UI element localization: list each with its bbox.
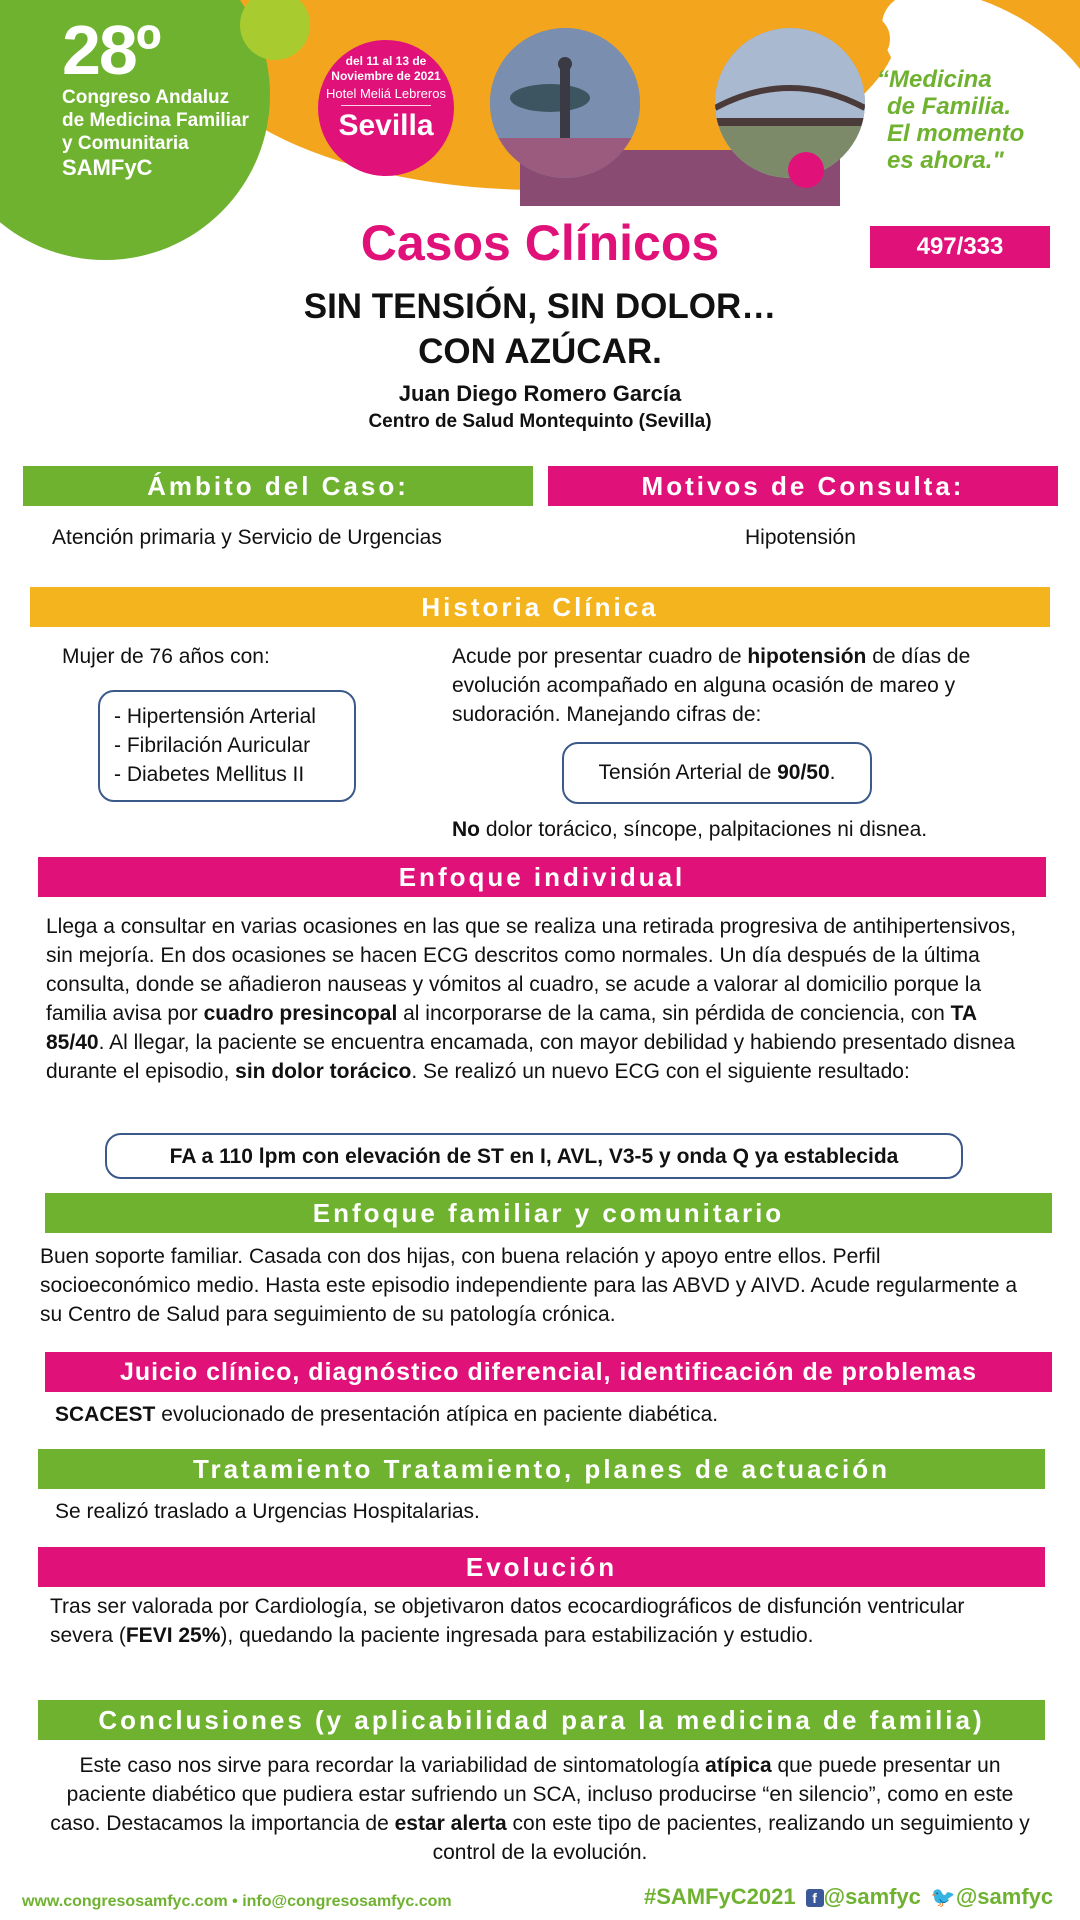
date-badge bbox=[318, 40, 454, 176]
case-title-line-1: SIN TENSIÓN, SIN DOLOR… bbox=[303, 287, 777, 326]
bold-run: estar alerta bbox=[394, 1812, 507, 1835]
bold-run: atípica bbox=[705, 1754, 772, 1777]
condition-item: - Fibrilación Auricular bbox=[114, 734, 311, 757]
slogan-line-4: es ahora." bbox=[887, 147, 1004, 174]
giraldillo-illustration bbox=[490, 28, 640, 178]
bridge-illustration bbox=[715, 28, 865, 178]
date-separator bbox=[341, 105, 431, 106]
venue: Hotel Meliá Lebreros bbox=[326, 86, 446, 101]
condition-item: - Hipertensión Arterial bbox=[114, 705, 316, 728]
background-conditions-box bbox=[98, 690, 356, 802]
twitter-icon: 🐦 bbox=[930, 1887, 956, 1909]
congress-line-2: de Medicina Familiar bbox=[62, 110, 249, 131]
congress-number: 28º bbox=[62, 11, 160, 89]
tratamiento-text: Se realizó traslado a Urgencias Hospitalarias. bbox=[55, 1500, 480, 1523]
enfoque-individual-text bbox=[46, 912, 1036, 1086]
footer-dot: • bbox=[227, 1893, 243, 1910]
conclusiones-header: Conclusiones (y aplicabilidad para la medicina de familia) bbox=[38, 1700, 1045, 1740]
negatives-bold: No bbox=[452, 818, 480, 841]
text-run: Este caso nos sirve para recordar la variabilidad de sintomatología bbox=[79, 1754, 706, 1777]
ta-label: Tensión Arterial de bbox=[598, 761, 778, 784]
email-link[interactable]: info@congresosamfyc.com bbox=[242, 1893, 452, 1910]
ambito-text: Atención primaria y Servicio de Urgencias bbox=[52, 526, 442, 549]
text-run: con este tipo de pacientes, realizando un seguimiento y control de la evolución. bbox=[432, 1812, 1030, 1864]
historia-presentation bbox=[452, 642, 1042, 729]
case-title bbox=[0, 284, 1080, 374]
enfoque-familiar-text: Buen soporte familiar. Casada con dos hijas, con buena relación y apoyo entre ellos. Perfil socioeconómico medio. Hasta este episodio independiente para las ABVD y AIVD. Acude regularmente a su Centro de Salud para seguimiento de su patología crónica. bbox=[40, 1245, 1018, 1326]
enfoque-familiar-header: Enfoque familiar y comunitario bbox=[45, 1193, 1052, 1233]
congress-brand: SAMFyC bbox=[62, 155, 153, 180]
ecg-result-box: FA a 110 lpm con elevación de ST en I, AVL, V3-5 y onda Q ya establecida bbox=[105, 1133, 963, 1179]
header-pink-dot bbox=[788, 152, 824, 188]
congress-line-3: y Comunitaria bbox=[62, 133, 189, 154]
date-line-2: Noviembre de 2021 bbox=[331, 69, 441, 83]
condition-item: - Diabetes Mellitus II bbox=[114, 763, 305, 786]
case-id-badge: 497/333 bbox=[870, 226, 1050, 268]
historia-intro: Mujer de 76 años con: bbox=[62, 645, 270, 668]
ta-value: 90/50 bbox=[777, 761, 830, 784]
slogan-line-2: de Familia. bbox=[887, 93, 1012, 120]
congress-logo bbox=[62, 11, 249, 181]
tratamiento-header: Tratamiento Tratamiento, planes de actuación bbox=[38, 1449, 1045, 1489]
slogan-line-3: El momento bbox=[887, 120, 1025, 147]
evolucion-text bbox=[50, 1592, 1030, 1650]
historia-negatives bbox=[452, 815, 927, 844]
city: Sevilla bbox=[338, 109, 434, 142]
diagnosis-text: evolucionado de presentación atípica en paciente diabética. bbox=[155, 1403, 719, 1426]
slogan bbox=[877, 66, 1024, 174]
twitter-handle[interactable]: @samfyc bbox=[955, 1884, 1054, 1909]
ta-end: . bbox=[829, 761, 836, 784]
juicio-header: Juicio clínico, diagnóstico diferencial, identificación de problemas bbox=[45, 1352, 1052, 1392]
ambito-header: Ámbito del Caso: bbox=[23, 466, 533, 506]
date-line-1: del 11 al 13 de bbox=[345, 54, 427, 68]
hashtag: #SAMFyC2021 bbox=[644, 1884, 796, 1909]
historia-text: de días de evolución acompañado en alguna ocasión de mareo y sudoración. Manejando cifras de: bbox=[452, 645, 971, 726]
text-run: . Al llegar, la paciente se encuentra encamada, con mayor debilidad y habiendo presentado disnea durante el episodio, bbox=[46, 1031, 1016, 1083]
case-title-line-2: CON AZÚCAR. bbox=[418, 332, 662, 371]
text-run: ), quedando la paciente ingresada para estabilización y estudio. bbox=[220, 1624, 814, 1647]
triana-bridge-photo bbox=[715, 28, 865, 178]
historia-header: Historia Clínica bbox=[30, 587, 1050, 627]
text-run: al incorporarse de la cama, sin pérdida de conciencia, con bbox=[397, 1002, 951, 1025]
footer-contact bbox=[22, 1893, 452, 1911]
motivos-text: Hipotensión bbox=[745, 526, 856, 549]
facebook-icon: f bbox=[806, 1889, 824, 1907]
author: Juan Diego Romero García bbox=[398, 381, 682, 406]
text-run: . Se realizó un nuevo ECG con el siguiente resultado: bbox=[411, 1060, 910, 1083]
bold-run: FEVI 25% bbox=[125, 1624, 221, 1647]
giraldillo-photo bbox=[490, 28, 640, 178]
bold-run: sin dolor torácico bbox=[235, 1060, 412, 1083]
juicio-text bbox=[55, 1400, 718, 1429]
congress-line-1: Congreso Andaluz bbox=[62, 87, 230, 108]
text-run: Llega a consultar en varias ocasiones en las que se realiza una retirada progresiva de antihipertensivos, sin mejoría. En dos ocasiones se hacen ECG descritos como normales. Un día después de la última consulta, donde se añadieron nauseas y vómitos al cuadro, se acude a valorar al domicilio porque la familia avisa por bbox=[46, 915, 1017, 1025]
page-title: Casos Clínicos bbox=[360, 215, 720, 271]
diagnosis-bold: SCACEST bbox=[55, 1403, 156, 1426]
evolucion-header: Evolución bbox=[38, 1547, 1045, 1587]
historia-text: Acude por presentar cuadro de bbox=[452, 645, 748, 668]
text-run: que puede presentar un paciente diabético que pudiera estar sufriendo un SCA, incluso producirse “en silencio”, como en este caso. Destacamos la importancia de bbox=[50, 1754, 1014, 1835]
enfoque-individual-header: Enfoque individual bbox=[38, 857, 1046, 897]
blood-pressure-box bbox=[562, 742, 872, 804]
facebook-handle[interactable]: @samfyc bbox=[823, 1884, 921, 1909]
motivos-header: Motivos de Consulta: bbox=[548, 466, 1058, 506]
text-run: Tras ser valorada por Cardiología, se objetivaron datos ecocardiográficos de disfunción ventricular severa ( bbox=[50, 1595, 965, 1647]
footer-social bbox=[644, 1884, 1053, 1910]
website-link[interactable]: www.congresosamfyc.com bbox=[22, 1893, 228, 1910]
bold-run: TA 85/40 bbox=[46, 1002, 977, 1054]
health-center: Centro de Salud Montequinto (Sevilla) bbox=[368, 411, 712, 432]
slogan-line-1: “Medicina bbox=[877, 66, 992, 93]
historia-bold: hipotensión bbox=[747, 645, 867, 668]
negatives-text: dolor torácico, síncope, palpitaciones ni disnea. bbox=[480, 818, 928, 841]
conclusiones-text bbox=[40, 1751, 1040, 1867]
bold-run: cuadro presincopal bbox=[203, 1002, 398, 1025]
